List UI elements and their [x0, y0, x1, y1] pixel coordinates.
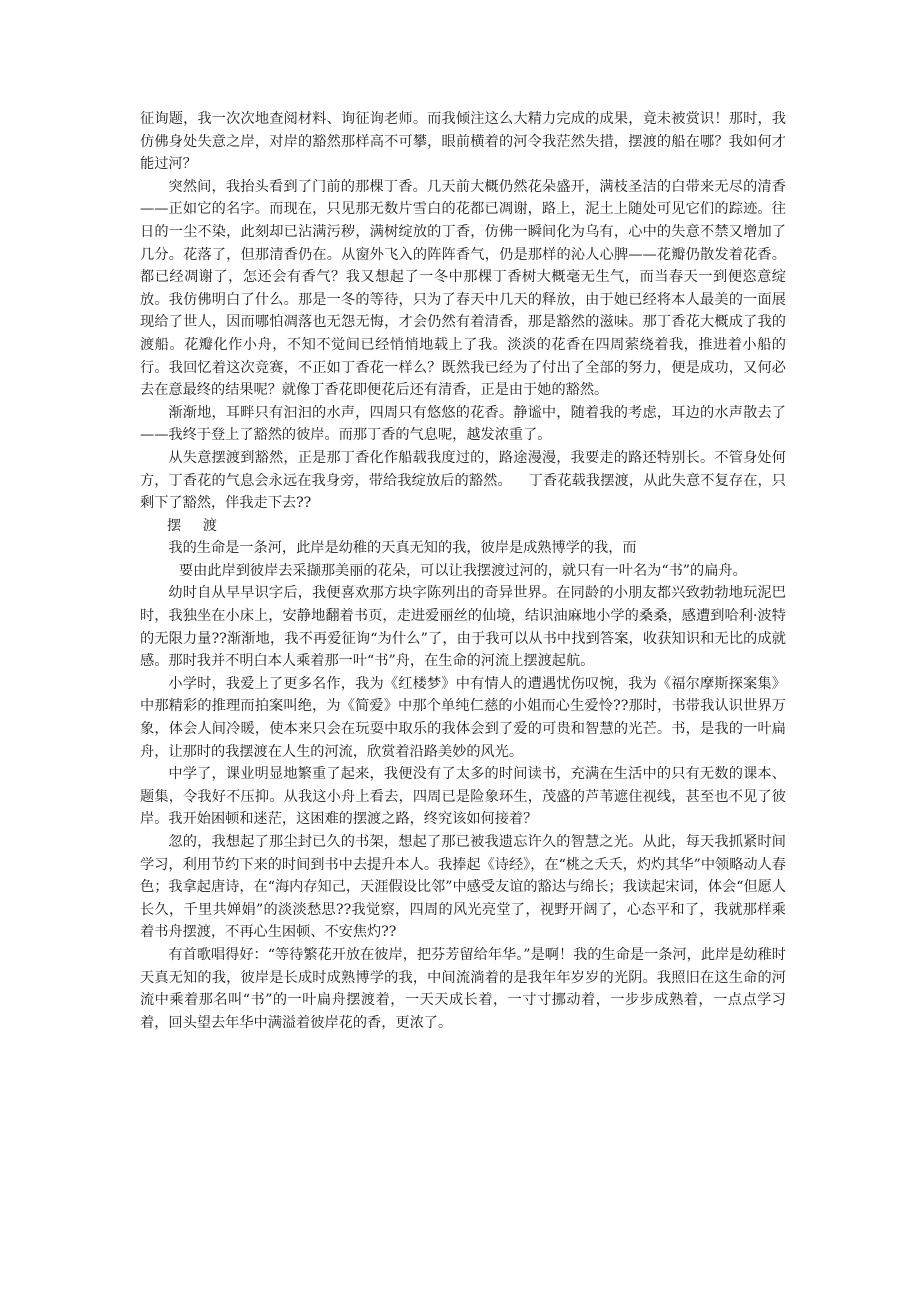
paragraph-lilac: 突然间，我抬头看到了门前的那棵丁香。几天前大概仍然花朵盛开，满枝圣洁的白带来无尽的清香——正如它的名字。而现在，只见那无数片雪白的花都已凋谢，路上，泥土上随处可见它们的踪迹。往日的一尘不染，此刻却已沾满污秽，满树绽放的丁香，仿佛一瞬间化为乌有，心中的失意不禁又增加了几分。花落了，但那清香仍在。从窗外飞入的阵阵香气，仍是那样的沁人心脾——花瓣仍散发着花香。都已经凋谢了，怎还会有香气？我又想起了一冬中那棵丁香树大概毫无生气，而当春天一到便恣意绽放。我仿佛明白了什么。那是一冬的等待，只为了春天中几天的释放，由于她已经将本人最美的一面展现给了世人，因而哪怕凋落也无怨无悔，才会仍然有着清香，那是豁然的滋味。那丁香花大概成了我的渡船。花瓣化作小舟，不知不觉间已经悄悄地载上了我。淡淡的花香在四周萦绕着我，推进着小船的行。我回忆着这次竞赛，不正如丁香花一样么？既然我已经为了付出了全部的努力，便是成功，又何必去在意最终的结果呢？就像丁香花即便花后还有清香，正是由于她的豁然。	[140, 178, 786, 399]
paragraph-intro-first: 我的生命是一条河，此岸是幼稚的天真无知的我，彼岸是成熟博学的我，而	[168, 540, 637, 557]
paragraph-continued: 征询题，我一次次地查阅材料、询征询老师。而我倾注这么大精力完成的成果，竟未被赏识！那时，我仿佛身处失意之岸，对岸的豁然那样高不可攀，眼前横着的河令我茫然失措，摆渡的船在哪？我如何才能过河？	[140, 111, 786, 173]
paragraph-intro-second: 要由此岸到彼岸去采撷那美丽的花朵，可以让我摆渡过河的，就只有一叶名为“书”的扁舟。	[178, 562, 747, 579]
paragraph-reaching-shore: 渐渐地，耳畔只有汩汩的水声，四周只有悠悠的花香。静谧中，随着我的考虑，耳边的水声散去了——我终于登上了豁然的彼岸。而那丁香的气息呢，越发浓重了。	[140, 404, 786, 444]
conclusion-text: 从失意摆渡到豁然，正是那丁香化作船载我度过的，路途漫漫，我要走的路还特别长。不管身处何方，丁香花的气息会永远在我身旁，带给我绽放后的豁然。	[140, 449, 786, 489]
essay-title: 摆 渡	[166, 517, 226, 534]
paragraph-middle-school: 中学了，课业明显地繁重了起来，我便没有了太多的时间读书，充满在生活中的只有无数的课本、题集，令我好不压抑。从我这小舟上看去，四周已是险象环生，茂盛的芦苇遮住视线，甚至也不见了彼岸。我开始困顿和迷茫，这困难的摆渡之路，终究该如何接着？	[140, 766, 786, 828]
paragraph-ending: 有首歌唱得好：“等待繁花开放在彼岸，把芬芳留给年华。”是啊！我的生命是一条河，此岸是幼稚时天真无知的我，彼岸是长成时成熟博学的我，中间流淌着的是我年年岁岁的光阴。我照旧在这生命的河流中乘着那名叫“书”的一叶扁舟摆渡着，一天天成长着，一寸寸挪动着，一步步成熟着，一点点学习着，回头望去年华中满溢着彼岸花的香，更浓了。	[140, 946, 786, 1031]
paragraph-primary-school: 小学时，我爱上了更多名作，我为《红楼梦》中有情人的遭遇忧伤叹惋，我为《福尔摩斯探案集》中那精彩的推理而拍案叫绝，为《简爱》中那个单纯仁慈的小姐而心生爱怜??那时，书带我认识世界万象，体会人间冷暖，使本来只会在玩耍中取乐的我体会到了爱的可贵和智慧的光芒。书，是我的一叶扁舟，让那时的我摆渡在人生的河流，欣赏着沿路美妙的风光。	[140, 675, 786, 760]
paragraph-rediscovery: 忽的，我想起了那尘封已久的书架，想起了那已被我遗忘许久的智慧之光。从此，每天我抓紧时间学习，利用节约下来的时间到书中去提升本人。我捧起《诗经》，在“桃之夭夭，灼灼其华”中领略动人春色；我拿起唐诗，在“海内存知己，天涯假设比邻”中感受友谊的豁达与绵长；我读起宋词，体会“但愿人长久，千里共婵娟”的淡淡愁思??我觉察，四周的风光亮堂了，视野开阔了，心态平和了，我就那样乘着书舟摆渡，不再心生困顿、不安焦灼??	[140, 834, 787, 941]
paragraph-conclusion	[140, 447, 786, 515]
document-page	[140, 108, 786, 1034]
conclusion-tail: 丁香花载我摆渡，从此失意不复存在，只剩下了豁然，伴我走下去??	[140, 472, 786, 512]
paragraph-childhood: 幼时自从早早识字后，我便喜欢那方块字陈列出的奇异世界。在同龄的小朋友都兴致勃勃地玩泥巴时，我独坐在小床上，安静地翻着书页，走进爱丽丝的仙境，结识油麻地小学的桑桑，感遭到哈利·波特的无限力量??渐渐地，我不再爱征询“为什么”了，由于我可以从书中找到答案，收获知识和无比的成就感。那时我并不明白本人乘着那一叶“书”舟，在生命的河流上摆渡起航。	[140, 585, 786, 670]
